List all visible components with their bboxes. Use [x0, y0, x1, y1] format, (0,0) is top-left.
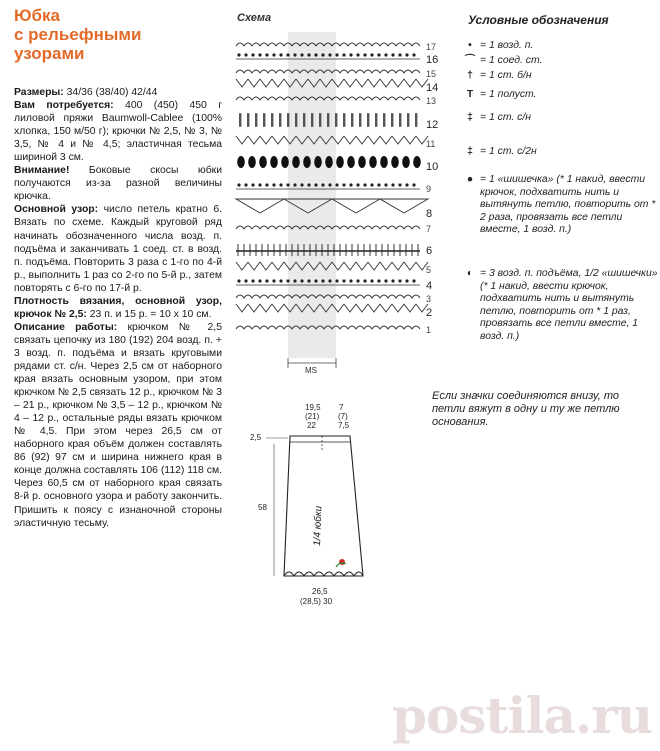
waist-band-height: 2,5 — [250, 433, 262, 442]
chart-tall-stitch — [303, 113, 305, 127]
chart-fan — [368, 79, 380, 87]
chart-fan — [392, 262, 404, 270]
chart-fan — [356, 136, 368, 144]
chart-tall-stitch — [375, 113, 377, 127]
chart-dot — [293, 183, 296, 186]
chart-dot — [321, 53, 324, 56]
chart-tall-stitch — [263, 113, 265, 127]
chart-dot — [328, 53, 331, 56]
chart-dot — [244, 53, 247, 56]
chart-dot — [265, 279, 268, 282]
legend-item-treble-crochet: ‡ = 1 ст. с/2н — [460, 146, 660, 159]
height-value: 58 — [258, 503, 267, 512]
chart-dot — [300, 279, 303, 282]
bottom-width-sizes: (28,5) 30 — [300, 597, 333, 606]
chart-tall-stitch — [239, 113, 241, 127]
chart-fan — [368, 136, 380, 144]
chart-bobble — [270, 156, 278, 168]
crochet-chart — [230, 30, 450, 375]
chart-fan — [236, 136, 248, 144]
chart-tall-stitch — [247, 113, 249, 127]
chart-fan — [260, 304, 272, 312]
chart-bobble — [237, 156, 245, 168]
instructions-column — [14, 86, 222, 530]
chart-dot — [237, 53, 240, 56]
chart-dot — [356, 53, 359, 56]
chart-dot — [335, 183, 338, 186]
attention-label: Внимание! — [14, 165, 70, 177]
chart-dot — [272, 279, 275, 282]
side-width-3: 7,5 — [338, 421, 350, 430]
chart-dot — [314, 183, 317, 186]
chart-fan — [392, 79, 404, 87]
chart-bobble — [391, 156, 399, 168]
chart-dot — [279, 183, 282, 186]
row-number-6: 6 — [426, 245, 433, 257]
chart-tall-stitch — [319, 113, 321, 127]
row-numbers — [426, 42, 438, 335]
chart-bobble — [325, 156, 333, 168]
chart-dot — [300, 53, 303, 56]
chart-dot — [342, 279, 345, 282]
title-line-1: Юбка — [14, 6, 60, 25]
chart-fan — [404, 262, 416, 270]
chart-dot — [244, 183, 247, 186]
chart-tall-stitch — [351, 113, 353, 127]
legend-item-single-crochet: † = 1 ст. б/н — [460, 70, 660, 83]
scalloped-hem — [284, 572, 363, 576]
chart-fan — [392, 304, 404, 312]
legend-item-chain: • = 1 возд. п. — [460, 40, 660, 53]
chart-dot — [370, 183, 373, 186]
chart-dot — [265, 183, 268, 186]
chart-tall-stitch — [343, 113, 345, 127]
pattern-label: Основной узор: — [14, 204, 99, 216]
chart-tall-stitch — [367, 113, 369, 127]
chart-dot — [363, 279, 366, 282]
chart-bobble — [336, 156, 344, 168]
chart-fan — [368, 304, 380, 312]
row-number-13: 13 — [426, 96, 437, 106]
chart-fan — [356, 304, 368, 312]
single-crochet-icon: † — [467, 70, 473, 81]
chart-tall-stitch — [255, 113, 257, 127]
chart-fan — [392, 136, 404, 144]
chart-bobble — [259, 156, 267, 168]
chart-dot — [412, 279, 415, 282]
attention-text: Боковые скосы юбки получаются из-за разной величины крючка. — [14, 165, 222, 203]
title-line-3: узорами — [14, 44, 85, 63]
chart-fan — [344, 262, 356, 270]
chart-dot — [342, 183, 345, 186]
row-number-4: 4 — [426, 280, 433, 292]
bobble-icon: ● — [466, 174, 474, 185]
chart-fan — [368, 262, 380, 270]
density-text: 23 п. и 15 р. = 10 х 10 см. — [89, 308, 212, 320]
chart-dot — [356, 183, 359, 186]
chart-dot — [265, 53, 268, 56]
chart-dot — [321, 279, 324, 282]
side-width-1: 7 — [339, 403, 344, 412]
piece-label: 1/4 юбки — [312, 505, 325, 547]
chart-dot — [307, 279, 310, 282]
chart-dot — [244, 279, 247, 282]
chart-fan — [272, 262, 284, 270]
chart-dot — [349, 183, 352, 186]
chart-dot — [293, 279, 296, 282]
row-number-14: 14 — [426, 82, 439, 94]
row-number-11: 11 — [426, 139, 436, 149]
chart-dot — [335, 279, 338, 282]
chart-dot — [398, 183, 401, 186]
legend-item-double-crochet: ‡ = 1 ст. с/н — [460, 112, 660, 125]
chart-tall-stitch — [271, 113, 273, 127]
pattern-text: число петель кратно 6. Вязать по схеме. Каждый круговой ряд начинать обозначенного числа возд. п. подъёма и заканчивать 1 соед. ст. в возд. п. подъёма. Повторить 3 раза с 1-го по 4-й р., выполнить 1 раз со 2-го по 5-й р., затем повторять с 6-го по 17-й р. — [14, 204, 222, 294]
side-width-2: (7) — [338, 412, 348, 421]
row-number-1: 1 — [426, 325, 432, 335]
repeat-label: MS — [305, 366, 317, 375]
chart-tall-stitch — [335, 113, 337, 127]
row-number-3: 3 — [426, 294, 432, 304]
scheme-label: Схема — [237, 12, 272, 24]
chart-bobble — [380, 156, 388, 168]
chart-dot — [377, 279, 380, 282]
chart-fan — [380, 304, 392, 312]
chart-fan — [260, 262, 272, 270]
chart-dot — [314, 53, 317, 56]
article-title — [14, 6, 214, 63]
chart-fan — [260, 136, 272, 144]
chart-fan — [344, 304, 356, 312]
chart-tall-stitch — [287, 113, 289, 127]
chart-fan — [272, 136, 284, 144]
chart-dot — [412, 53, 415, 56]
row-number-5: 5 — [426, 265, 432, 275]
legend-item-bobble: ● = 1 «шишечка» (* 1 накид, ввести крючок, подхватить нить и вытянуть петлю, повторить от * 2 раза, провязать все петли вместе, 1 возд. п.) — [460, 174, 660, 237]
chart-bobble — [402, 156, 410, 168]
chart-dot — [384, 279, 387, 282]
chart-tall-stitch — [391, 113, 393, 127]
chart-dot — [377, 183, 380, 186]
chart-bobble — [314, 156, 322, 168]
chart-tall-stitch — [383, 113, 385, 127]
chart-dot — [286, 183, 289, 186]
sizes-text: 34/36 (38/40) 42/44 — [66, 87, 158, 98]
description-label: Описание работы: — [14, 321, 118, 333]
chart-fan — [404, 136, 416, 144]
chart-dot — [398, 279, 401, 282]
chart-bobble — [369, 156, 377, 168]
chart-dot — [293, 53, 296, 56]
slip-stitch-icon: ⌒ — [464, 55, 476, 66]
chart-fan — [356, 262, 368, 270]
chart-fan — [344, 136, 356, 144]
chart-dot — [279, 279, 282, 282]
chart-bobble — [347, 156, 355, 168]
chart-bobble — [248, 156, 256, 168]
chart-tall-stitch — [311, 113, 313, 127]
chart-arch — [236, 199, 284, 213]
row-number-2: 2 — [426, 307, 433, 319]
chart-dot — [237, 279, 240, 282]
chart-fan — [404, 304, 416, 312]
chart-dot — [258, 183, 261, 186]
chart-fan — [404, 79, 416, 87]
chart-fan — [248, 79, 260, 87]
chart-dot — [356, 279, 359, 282]
chart-fan — [272, 304, 284, 312]
chart-tall-stitch — [279, 113, 281, 127]
chart-dot — [370, 53, 373, 56]
chart-dot — [391, 183, 394, 186]
sizes-label: Размеры: — [14, 87, 64, 98]
legend-item-half-double: T = 1 полуст. — [460, 89, 660, 102]
chart-fan — [380, 136, 392, 144]
top-width-1: 19,5 — [305, 403, 321, 412]
chart-bobble — [413, 156, 421, 168]
chart-dot — [237, 183, 240, 186]
materials-text: 400 (450) 450 г лиловой пряжи Baumwoll-Cablee (100% хлопка, 150 м/50 г); крючки № 2,5, № 3, № 3,5, № 4 и № 4,5; эластичная тесьма шириной 3 см. — [14, 100, 222, 164]
chart-tall-stitch — [295, 113, 297, 127]
row-number-10: 10 — [426, 161, 439, 173]
chart-fan — [236, 304, 248, 312]
chart-dot — [279, 53, 282, 56]
chart-dot — [300, 183, 303, 186]
chart-dot — [258, 279, 261, 282]
chart-dot — [335, 53, 338, 56]
row-number-16: 16 — [426, 54, 439, 66]
chart-tall-stitch — [359, 113, 361, 127]
chart-fan — [236, 79, 248, 87]
chart-dot — [286, 53, 289, 56]
chart-dot — [272, 183, 275, 186]
chart-dot — [405, 279, 408, 282]
chart-tall-stitch — [415, 113, 417, 127]
chart-dot — [363, 53, 366, 56]
row-number-12: 12 — [426, 119, 439, 131]
description-text: крючком № 2,5 связать цепочку из 180 (192) 204 возд. п. + 3 возд. п. подъёма и вязать круговыми рядами ст. с/н. Через 2,5 см от наборного края вязать основным узором, при этом крючком № 2,5 связать 12 р., крючком № 3 – 21 р., крючком № 3,5 – 12 р., крючком № 4 – 12 р., остальные ряды вязать крючком № 4,5. При этом через 26,5 см от наборного края объём должен составлять 86 (92) 97 см и ширина нижнего края в конце должна составлять 106 (112) 118 см. Через 60,5 см от наборного края связать 8-й р. основного узора и работу закончить. Пришить к поясу с изнаночной стороны эластичную тесьму. — [14, 321, 222, 529]
chart-dot — [349, 53, 352, 56]
chart-dot — [314, 279, 317, 282]
half-bobble-icon: ◐ — [466, 268, 474, 279]
chart-arch — [332, 199, 380, 213]
chart-dot — [398, 53, 401, 56]
chart-dot — [377, 53, 380, 56]
materials-label: Вам потребуется: — [14, 100, 114, 112]
chart-tall-stitch — [399, 113, 401, 127]
row-number-17: 17 — [426, 42, 437, 52]
chart-dot — [349, 279, 352, 282]
chart-fan — [356, 79, 368, 87]
chart-dot — [321, 183, 324, 186]
row-number-8: 8 — [426, 208, 433, 220]
chart-bobble — [358, 156, 366, 168]
chart-fan — [272, 79, 284, 87]
chart-dot — [412, 183, 415, 186]
legend-item-half-bobble: ◐ = 3 возд. п. подъёма, 1/2 «шишечки» (* 1 накид, ввести крючок, подхватить нить и вытянуть петлю, повторить от * 1 раз, провязать все петли вместе, 1 возд. п.) — [460, 268, 660, 343]
legend-item-slip-stitch: ⌒ = 1 соед. ст. — [460, 55, 660, 68]
title-line-2: с рельефными — [14, 25, 142, 44]
pattern-piece-diagram — [250, 396, 380, 616]
chart-dot — [251, 279, 254, 282]
chart-dot — [251, 183, 254, 186]
chart-dot — [258, 53, 261, 56]
chart-dot — [363, 183, 366, 186]
chart-fan — [248, 304, 260, 312]
watermark: postila.ru — [391, 686, 652, 745]
top-width-3: 22 — [307, 421, 316, 430]
chart-fan — [248, 136, 260, 144]
leaf-decoration-icon — [336, 563, 346, 567]
bottom-width: 26,5 — [312, 587, 328, 596]
chart-bobble — [281, 156, 289, 168]
chart-tall-stitch — [327, 113, 329, 127]
chart-dot — [307, 53, 310, 56]
chart-dot — [328, 183, 331, 186]
legend-note: Если значки соединяются внизу, то петли вяжут в одну и ту же петлю основания. — [432, 390, 620, 428]
chart-dot — [405, 183, 408, 186]
chart-fan — [260, 79, 272, 87]
chain-icon: • — [468, 40, 472, 51]
chart-dot — [342, 53, 345, 56]
treble-crochet-icon: ‡ — [467, 146, 473, 157]
chart-dot — [370, 279, 373, 282]
chart-dot — [328, 279, 331, 282]
chart-dot — [391, 279, 394, 282]
chart-fan — [248, 262, 260, 270]
chart-dot — [286, 279, 289, 282]
chart-fan — [380, 79, 392, 87]
double-crochet-icon: ‡ — [467, 112, 473, 123]
row-number-15: 15 — [426, 69, 437, 79]
chart-dot — [251, 53, 254, 56]
chart-dot — [307, 183, 310, 186]
chart-fan — [344, 79, 356, 87]
chart-fan — [380, 262, 392, 270]
chart-fan — [236, 262, 248, 270]
legend-title: Условные обозначения — [468, 13, 609, 27]
row-number-9: 9 — [426, 184, 432, 194]
chart-dot — [384, 53, 387, 56]
chart-arch — [380, 199, 428, 213]
chart-dot — [391, 53, 394, 56]
top-width-2: (21) — [305, 412, 320, 421]
density-label: Плотность вязания, основной узор, крючок № 2,5: — [14, 295, 222, 320]
half-double-icon: T — [466, 89, 474, 100]
chart-dot — [405, 53, 408, 56]
chart-dot — [272, 53, 275, 56]
chart-bobble — [292, 156, 300, 168]
chart-dot — [384, 183, 387, 186]
row-number-7: 7 — [426, 224, 432, 234]
chart-bobble — [303, 156, 311, 168]
chart-tall-stitch — [407, 113, 409, 127]
